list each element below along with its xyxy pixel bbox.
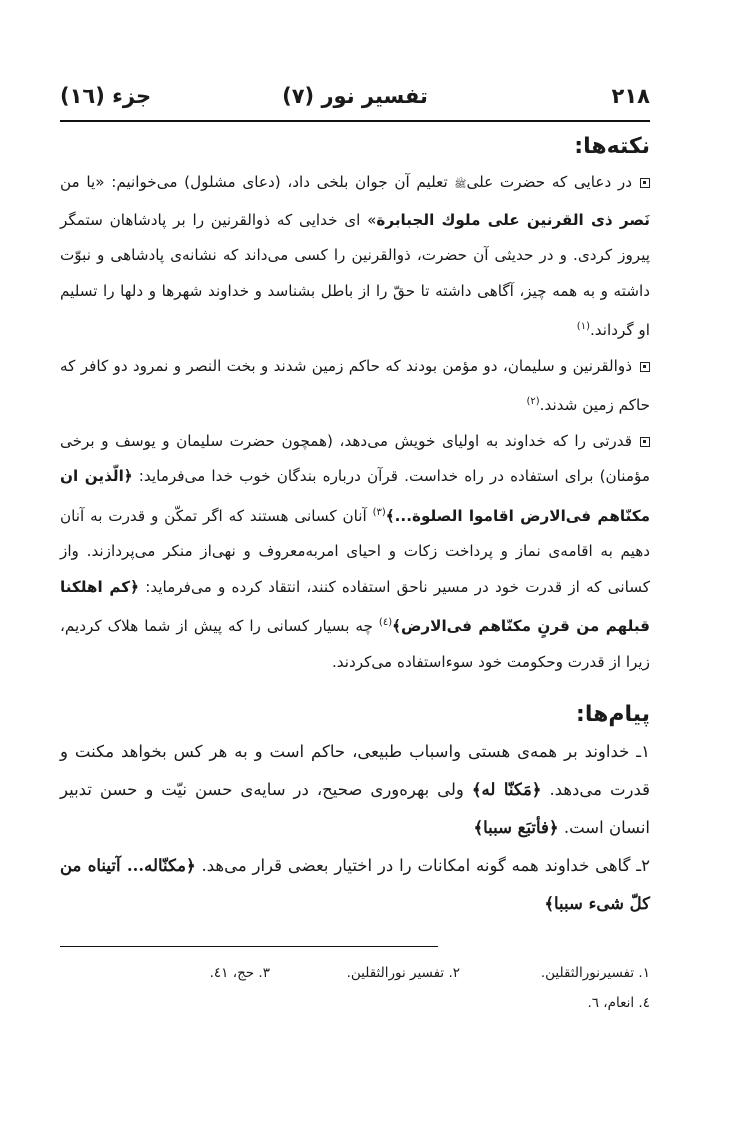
- footnotes: [60, 958, 650, 1018]
- footnote-4: ٤. انعام، ٦.: [587, 995, 650, 1011]
- note-item-3: قدرتی را که خداوند به اولیای خویش می‌دهد، (همچون حضرت سلیمان و یوسف و برخی مؤمنان) برای استفاده در راه خداست. قرآن درباره بندگان خوب خدا می‌فرماید: ﴿الّذین ان مکنّاهم فی‌الارض اقاموا الصلوة...﴾$^{(۳)}$ آنان کسانی هستند که اگر تمکّن و قدرت به آنان دهیم به اقامه‌ی نماز و پرداخت زکات و احیای امربه‌معروف و نهی‌از منکر می‌پردازند. واز کسانی که از قدرت خود در مسیر ناحق استفاده کنند، انتقاد کرده و می‌فرماید: ﴿کم اهلکنا قبلهم من قرنٍ مکنّاهم فی‌الارض﴾$^{(٤)}$ چه بسیار کسانی را که پیش از شما هلاک کردیم، زیرا از قدرت وحکومت خود سوءاستفاده می‌کردند.: [60, 431, 650, 671]
- arabic-quote: نَصر ذی القرنین علی ملوك الجبابرة: [376, 210, 651, 229]
- footnote-ref: (۲): [526, 396, 540, 408]
- footnote-row: [60, 988, 650, 1018]
- footnote-divider: [60, 946, 438, 947]
- quran-verse: ﴿فأتبَع سببا﴾: [473, 818, 559, 838]
- quran-verse: ﴿مکنّاله... آتیناه من کلّ شیء سببا﴾: [60, 856, 650, 914]
- page-number: ۲۱۸: [611, 84, 650, 108]
- message-item-2: ۲ـ گاهی خداوند همه گونه امکانات را در اختیار بعضی قرار می‌هد. ﴿مکنّاله... آتیناه من کلّ شیء سببا﴾: [60, 856, 650, 914]
- square-bullet-icon: [640, 178, 650, 188]
- message-item-1: ۱ـ خداوند بر همه‌ی هستی واسباب طبیعی، حاکم است و به هر کس بخواهد مکنت و قدرت می‌دهد. ﴿مَکنّا له﴾ ولی بهره‌وری صحیح، در سایه‌ی حسن نیّت و حسن تدبیر انسان است. ﴿فأتبَع سببا﴾: [60, 742, 650, 838]
- footnote-ref: (٤): [378, 617, 393, 629]
- square-bullet-icon: [640, 437, 650, 447]
- footnote-3: ۳. حج، ٤١.: [209, 965, 270, 981]
- honorific-mark: ﷺ: [454, 179, 467, 190]
- note-item-1: در دعایی که حضرت علیﷺ تعلیم آن جوان بلخی داد، (دعای مشلول) می‌خوانیم: «یا من نَصر ذی القرنین علی ملوك الجبابرة» ای خدایی که ذوالقرنین را بر پادشاهان ستمگر پیروز کردی. و در حدیثی آن حضرت، ذوالقرنین را کسی می‌داند که نشانه‌ی پادشاهی و نبوّت داشته و به همه چیز، آگاهی داشته تا حقّ را از باطل بشناسد و خداوند شهرها و دلها را تسلیم او گرداند.$^{(۱)}$: [60, 173, 651, 340]
- footnote-1: ۱. تفسیرنورالثقلین.: [540, 965, 650, 981]
- square-bullet-icon: [640, 362, 650, 372]
- footnote-ref: (۱): [576, 321, 590, 332]
- footnote-2: ۲. تفسیر نورالثقلین.: [346, 965, 460, 981]
- footnote-row: [60, 958, 650, 988]
- quran-verse: ﴿الّذین ان مکنّاهم فی‌الارض اقاموا الصلوة...﴾: [60, 467, 650, 525]
- messages-heading: پیام‌ها:: [576, 702, 650, 728]
- book-page: [60, 80, 651, 1011]
- running-title: تفسیر نور (۷): [282, 84, 428, 108]
- page-header: [60, 80, 650, 120]
- quran-verse: ﴿مَکنّا له﴾: [471, 780, 542, 800]
- footnote-ref: (۳): [372, 506, 386, 518]
- quran-verse: ﴿کم اهلکنا قبلهم من قرنٍ مکنّاهم فی‌الارض﴾: [60, 577, 650, 636]
- notes-heading: نکته‌ها:: [574, 134, 650, 159]
- note-item-2: ذوالقرنین و سلیمان، دو مؤمن بودند که حاکم زمین شدند و بخت النصر و نمرود دو کافر که حاکم زمین شدند.$^{(۲)}$: [60, 356, 650, 415]
- header-divider: [60, 120, 650, 122]
- part-label: جزء (١٦): [60, 84, 152, 108]
